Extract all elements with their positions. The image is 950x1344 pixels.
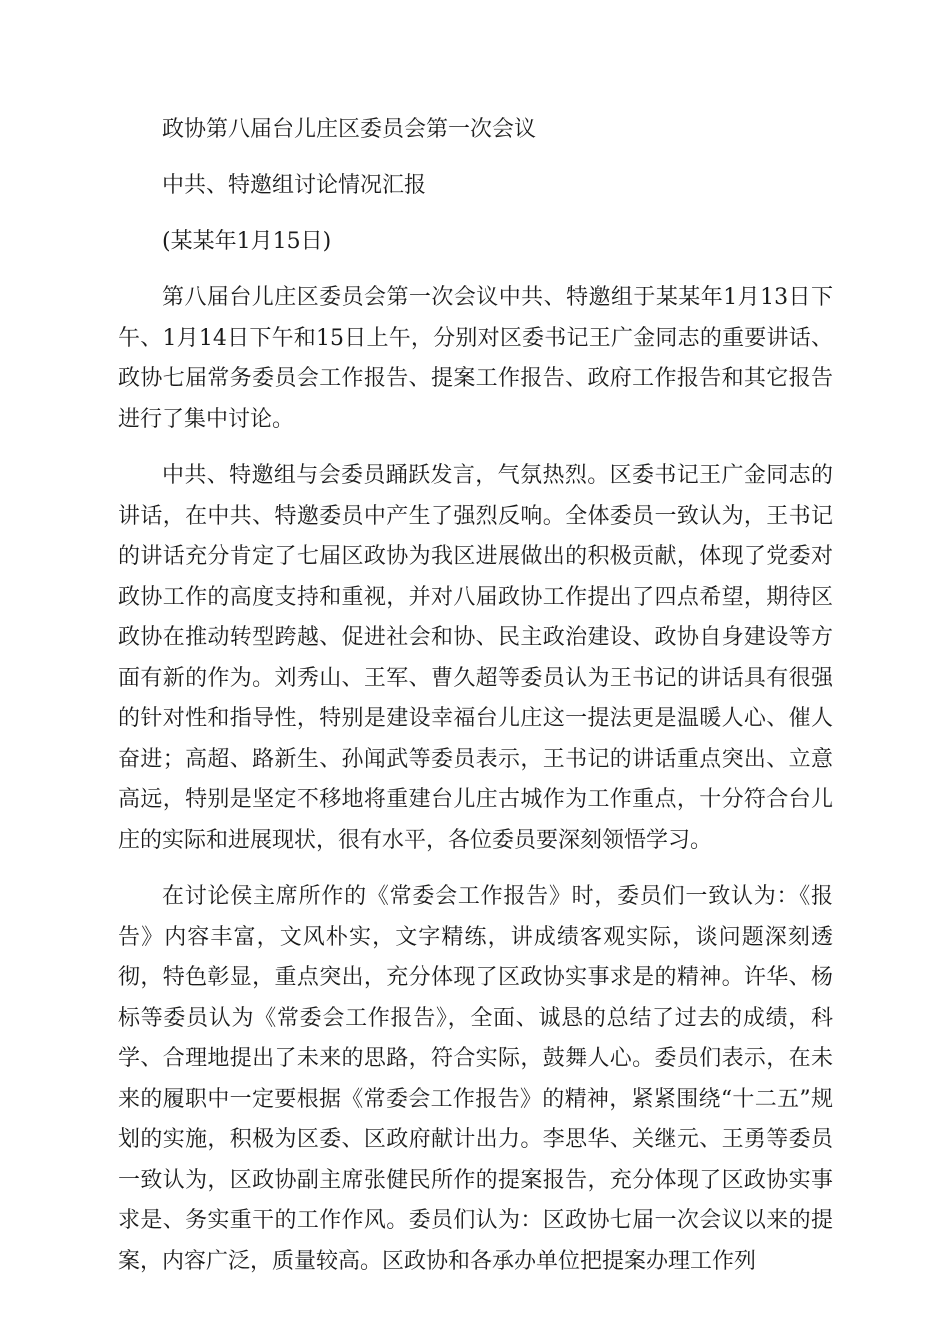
document-page [118,110,833,1298]
document-subtitle: 中共、特邀组讨论情况汇报 [162,173,427,198]
paragraph-report-discussion: 在讨论侯主席所作的《常委会工作报告》时，委员们一致认为：《报告》内容丰富，文风朴实，文字精练，讲成绩客观实际，谈问题深刻透彻，特色彰显，重点突出，充分体现了区政协实事求是的精神。许华、杨标等委员认为《常委会工作报告》，全面、诚恳的总结了过去的成绩，科学、合理地提出了未来的思路，符合实际，鼓舞人心。委员们表示，在未来的履职中一定要根据《常委会工作报告》的精神，紧紧围绕“十二五”规划的实施，积极为区委、区政府献计出力。李思华、关继元、王勇等委员一致认为，区政协副主席张健民所作的提案报告，充分体现了区政协实事求是、务实重干的工作作风。委员们认为：区政协七届一次会议以来的提案，内容广泛，质量较高。区政协和各承办单位把提案办理工作列 [118,884,833,1274]
document-date: (某某年1月15日) [162,229,332,254]
paragraph-speech-response: 中共、特邀组与会委员踊跃发言，气氛热烈。区委书记王广金同志的讲话，在中共、特邀委员中产生了强烈反响。全体委员一致认为，王书记的讲话充分肯定了七届区政协为我区进展做出的积极贡献，体现了党委对政协工作的高度支持和重视，并对八届政协工作提出了四点希望，期待区政协在推动转型跨越、促进社会和协、民主政治建设、政协自身建设等方面有新的作为。刘秀山、王军、曹久超等委员认为王书记的讲话具有很强的针对性和指导性，特别是建设幸福台儿庄这一提法更是温暖人心、催人奋进；高超、路新生、孙闻武等委员表示，王书记的讲话重点突出、立意高远，特别是坚定不移地将重建台儿庄古城作为工作重点，十分符合台儿庄的实际和进展现状，很有水平，各位委员要深刻领悟学习。 [118,463,833,853]
paragraph-intro: 第八届台儿庄区委员会第一次会议中共、特邀组于某某年1月13日下午、1月14日下午和15日上午，分别对区委书记王广金同志的重要讲话、政协七届常务委员会工作报告、提案工作报告、政府工作报告和其它报告进行了集中讨论。 [118,285,833,432]
document-title: 政协第八届台儿庄区委员会第一次会议 [162,117,537,142]
